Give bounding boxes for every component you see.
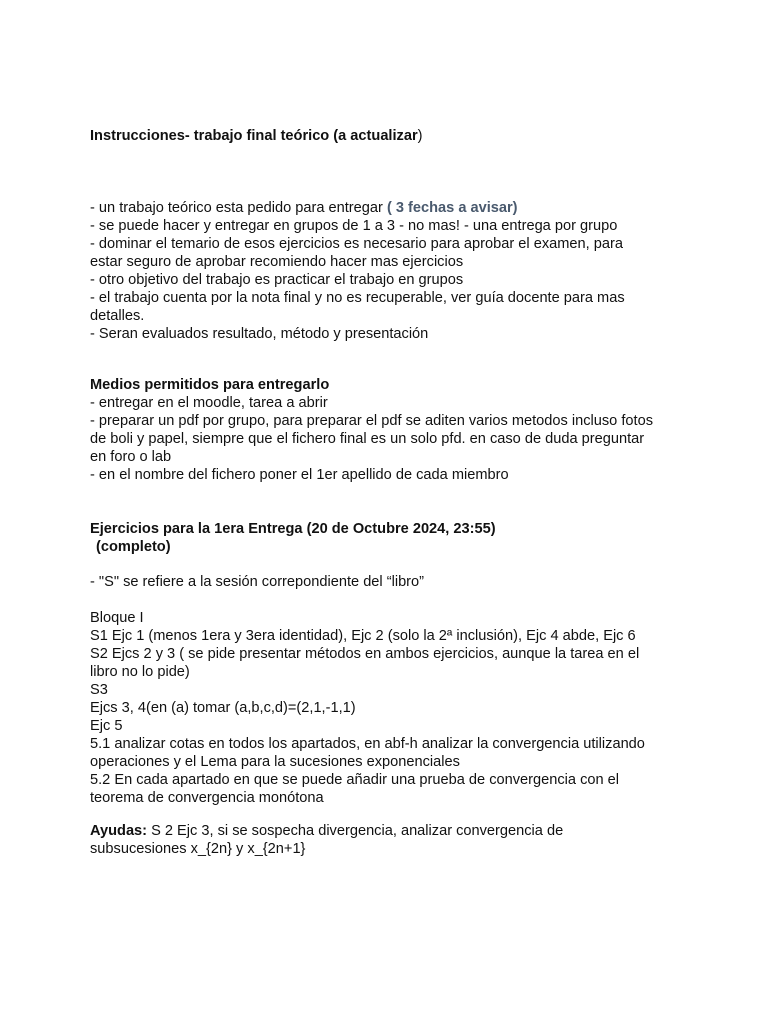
instruction-line: - otro objetivo del trabajo es practicar el trabajo en grupos (90, 272, 464, 288)
ayudas-line (90, 822, 563, 840)
title-close-paren: ) (417, 128, 423, 144)
instruction-line-text: - un trabajo teórico esta pedido para entregar (90, 200, 387, 216)
instruction-line: - el trabajo cuenta por la nota final y no es recuperable, ver guía docente para mas (90, 290, 625, 306)
medios-heading: Medios permitidos para entregarlo (90, 377, 330, 393)
instruction-line: detalles. (90, 308, 145, 324)
title-text: Instrucciones- trabajo final teórico (a actualizar (90, 128, 418, 144)
instructions-section (90, 199, 625, 343)
ayudas-text: S 2 Ejc 3, si se sospecha divergencia, analizar convergencia de (147, 823, 564, 839)
medios-line: - preparar un pdf por grupo, para preparar el pdf se aditen varios metodos incluso fotos (90, 413, 653, 429)
instruction-line: - se puede hacer y entregar en grupos de 1 a 3 - no mas! - una entrega por grupo (90, 218, 618, 234)
medios-line: de boli y papel, siempre que el fichero final es un solo pfd. en caso de duda preguntar (90, 431, 645, 447)
ejercicio-line: 5.2 En cada apartado en que se puede añadir una prueba de convergencia con el (90, 772, 620, 788)
instruction-line: estar seguro de aprobar recomiendo hacer mas ejercicios (90, 254, 464, 270)
dates-note: ( 3 fechas a avisar) (386, 200, 518, 216)
instruction-line: - Seran evaluados resultado, método y presentación (90, 326, 429, 342)
ejercicio-line: S3 (90, 682, 108, 698)
ejercicios-heading: Ejercicios para la 1era Entrega (20 de Octubre 2024, 23:55) (90, 521, 496, 537)
medios-section (90, 376, 653, 484)
ejercicio-line: Ejc 5 (90, 718, 123, 734)
ayudas-section (90, 822, 563, 858)
ejercicio-line: 5.1 analizar cotas en todos los apartados, en abf-h analizar la convergencia utilizando (90, 736, 645, 752)
ejercicios-heading-block (90, 520, 496, 556)
ejercicio-line: operaciones y el Lema para la sucesiones exponenciales (90, 754, 460, 770)
ejercicios-list (90, 609, 645, 807)
ejercicio-line: teorema de convergencia monótona (90, 790, 324, 806)
ejercicio-line: S1 Ejc 1 (menos 1era y 3era identidad), Ejc 2 (solo la 2ª inclusión), Ejc 4 abde, Ejc 6 (90, 628, 636, 644)
ejercicios-note-block (90, 573, 424, 591)
medios-line: - en el nombre del fichero poner el 1er apellido de cada miembro (90, 467, 509, 483)
ejercicio-line: Ejcs 3, 4(en (a) tomar (a,b,c,d)=(2,1,-1,1) (90, 700, 356, 716)
page-title (90, 127, 423, 145)
medios-line: - entregar en el moodle, tarea a abrir (90, 395, 328, 411)
ejercicio-line: libro no lo pide) (90, 664, 190, 680)
instruction-line (90, 199, 625, 217)
instruction-line: - dominar el temario de esos ejercicios es necesario para aprobar el examen, para (90, 236, 623, 252)
ejercicio-line: Bloque I (90, 610, 144, 626)
medios-line: en foro o lab (90, 449, 172, 465)
ejercicios-note: - "S" se refiere a la sesión correpondiente del “libro” (90, 574, 425, 590)
ejercicios-subheading: (completo) (96, 539, 171, 555)
ayudas-label: Ayudas: (90, 823, 148, 839)
ejercicio-line: S2 Ejcs 2 y 3 ( se pide presentar métodos en ambos ejercicios, aunque la tarea en el (90, 646, 640, 662)
ayudas-line: subsucesiones x_{2n} y x_{2n+1} (90, 841, 306, 857)
